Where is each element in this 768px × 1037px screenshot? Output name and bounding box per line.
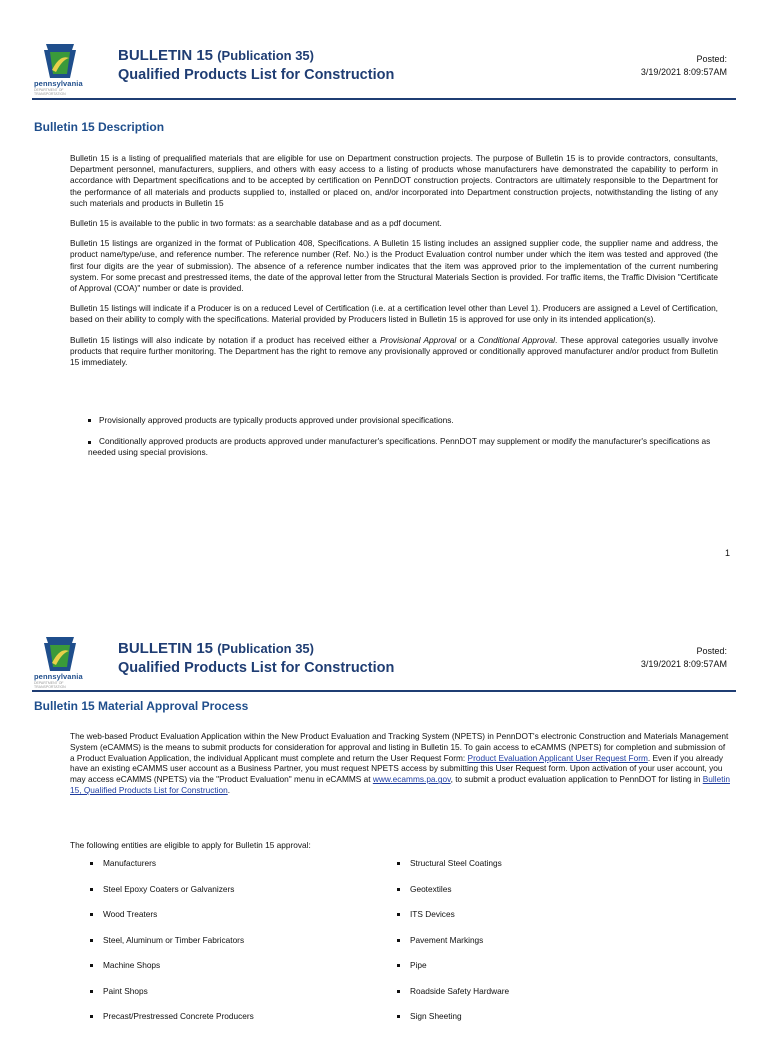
bullet-square-icon: [90, 964, 93, 967]
header-divider: [32, 98, 736, 100]
list-item: ITS Devices: [397, 909, 509, 935]
bullet-square-icon: [88, 441, 91, 444]
title-subtitle: Qualified Products List for Construction: [118, 67, 395, 83]
title-subtitle: Qualified Products List for Construction: [118, 660, 395, 676]
bullet-square-icon: [90, 939, 93, 942]
section-title-description: Bulletin 15 Description: [34, 120, 165, 134]
bullet-square-icon: [397, 862, 400, 865]
list-item: Pipe: [397, 960, 509, 986]
user-request-form-link[interactable]: Product Evaluation Applicant User Request Form: [467, 752, 648, 763]
title-main: BULLETIN 15: [118, 47, 214, 64]
list-item: Wood Treaters: [90, 909, 254, 935]
bulletin-title: [118, 47, 394, 83]
list-item: Precast/Prestressed Concrete Producers: [90, 1011, 254, 1037]
eligible-list-right: [397, 858, 509, 1037]
bullet-square-icon: [90, 862, 93, 865]
bullet-square-icon: [397, 1015, 400, 1018]
pennsylvania-logo: [34, 44, 92, 96]
list-item: Structural Steel Coatings: [397, 858, 509, 884]
paragraph-5: Bulletin 15 listings will also indicate by notation if a product has received either a Provisional Approval or a Conditional Approval. These approval categories usually involve products that require further monitoring. The Department has the right to remove any provisionally approved or conditionally approved manufacturer and/or product from Bulletin 15 immediately.: [70, 334, 718, 368]
eligible-entities-intro: The following entities are eligible to apply for Bulletin 15 approval:: [70, 840, 311, 850]
bullet-square-icon: [397, 888, 400, 891]
ecamms-website-link[interactable]: www.ecamms.pa.gov: [372, 774, 451, 785]
title-publication: (Publication 35): [217, 641, 314, 656]
approval-bullets: [88, 415, 718, 469]
logo-subtext: DEPARTMENT OF TRANSPORTATION: [34, 681, 66, 689]
logo-text: pennsylvania: [34, 672, 83, 681]
bullet-square-icon: [397, 990, 400, 993]
bullet-square-icon: [88, 419, 91, 422]
keystone-logo-icon: [42, 637, 78, 671]
header-divider: [32, 690, 736, 692]
approval-process-body: The web-based Product Evaluation Application within the New Product Evaluation and Tracking System (NPETS) in PennDOT's electronic Construction and Materials Management System (eCAMMS) is the means to submit products for consideration for approval and listing in Bulletin 15. To gain access to eCAMMS (NPETS) for completion and submission of a Product Evaluation Application, the individual Applicant must complete and return the User Request Form: Product Evaluation Applicant User Request Form. Even if you already have an existing eCAMMS user account as a Business Partner, you must request NPETS access by submitting this User Request form. Upon activation of your user account, you may access eCAMMS (NPETS) via the "Product Evaluation" menu in eCAMMS at www.ecamms.pa.gov, to submit a product evaluation application to PennDOT for listing in Bulletin 15, Qualified Products List for Construction.: [70, 731, 730, 795]
bulletin-15-link[interactable]: Bulletin 15, Qualified Products List for Construction: [70, 774, 730, 795]
posted-date: 3/19/2021 8:09:57AM: [640, 659, 727, 669]
bullet-square-icon: [90, 888, 93, 891]
title-publication: (Publication 35): [217, 48, 314, 63]
bullet-item-conditional: Conditionally approved products are products approved under manufacturer's specifications. PennDOT may supplement or modify the manufacturer's specifications as needed using special provisions.: [88, 436, 711, 458]
bullet-square-icon: [90, 1015, 93, 1018]
logo-text: pennsylvania: [34, 79, 83, 88]
keystone-logo-icon: [42, 44, 78, 78]
section-title-approval-process: Bulletin 15 Material Approval Process: [34, 699, 249, 713]
posted-info: [641, 53, 727, 79]
list-item: Paint Shops: [90, 986, 254, 1012]
list-item: Pavement Markings: [397, 935, 509, 961]
list-item: Machine Shops: [90, 960, 254, 986]
paragraph-3: Bulletin 15 listings are organized in the format of Publication 408, Specifications. A Bulletin 15 listing includes an assigned supplier code, the supplier name and address, the product name/type/use, and reference number. The reference number (Ref. No.) is the Product Evaluation control number under which the item was tested and approved (the first four digits are the year of submission). The absence of a reference number indicates that the item was approved prior to the implementation of the current numbering system. For some precast and prestressed items, the date of the approval letter from the Structural Materials Section is provided. For traffic items, the Traffic Division "Certificate of Approval (COA)" number or date is provided.: [70, 238, 718, 294]
posted-info: [641, 645, 727, 671]
bullet-item-provisional: Provisionally approved products are typically products approved under provisional specifications.: [88, 415, 718, 426]
paragraph-2: Bulletin 15 is available to the public in two formats: as a searchable database and as a pdf document.: [70, 218, 442, 229]
bullet-square-icon: [90, 990, 93, 993]
list-item: Steel, Aluminum or Timber Fabricators: [90, 935, 254, 961]
bullet-square-icon: [397, 939, 400, 942]
conditional-approval-term: Conditional Approval: [477, 334, 556, 345]
bulletin-title: [118, 640, 394, 676]
logo-subtext: DEPARTMENT OF TRANSPORTATION: [34, 88, 66, 96]
provisional-approval-term: Provisional Approval: [380, 334, 457, 345]
paragraph-1: Bulletin 15 is a listing of prequalified materials that are eligible for use on Department construction projects. The purpose of Bulletin 15 is to provide contractors, consultants, Department personnel, manufacturers, suppliers, and others with easy access to a listing of products whose manufacturers have demonstrated the capability to perform in accordance with Department specifications and to be accepted by certification on PennDOT construction projects. Contractors are ultimately responsible to the Department for the performance of all materials and products supplied to, installed or placed on, and/or incorporated into Department construction projects, notwithstanding the listing of any such materials and products in Bulletin 15: [70, 153, 718, 208]
posted-label: Posted:: [696, 646, 727, 656]
list-item: Roadside Safety Hardware: [397, 986, 509, 1012]
posted-label: Posted:: [696, 54, 727, 64]
eligible-list-left: [90, 858, 254, 1037]
list-item: Sign Sheeting: [397, 1011, 509, 1037]
posted-date: 3/19/2021 8:09:57AM: [640, 67, 727, 77]
bullet-square-icon: [397, 913, 400, 916]
document-page-2: [0, 600, 768, 1024]
list-item: Geotextiles: [397, 884, 509, 910]
list-item: Manufacturers: [90, 858, 254, 884]
title-main: BULLETIN 15: [118, 640, 214, 657]
pennsylvania-logo: [34, 637, 92, 689]
bullet-square-icon: [90, 913, 93, 916]
page-number: 1: [724, 548, 730, 558]
paragraph-4: Bulletin 15 listings will indicate if a Producer is on a reduced Level of Certification (i.e. at a certification level other than Level 1). Producers are assigned a Level of Certification, based on their ability to comply with the specifications. Material provided by Producers listed in Bulletin 15 is approved for use only in its intended application(s).: [70, 303, 718, 325]
description-body: [70, 153, 718, 377]
list-item: Steel Epoxy Coaters or Galvanizers: [90, 884, 254, 910]
bullet-square-icon: [397, 964, 400, 967]
